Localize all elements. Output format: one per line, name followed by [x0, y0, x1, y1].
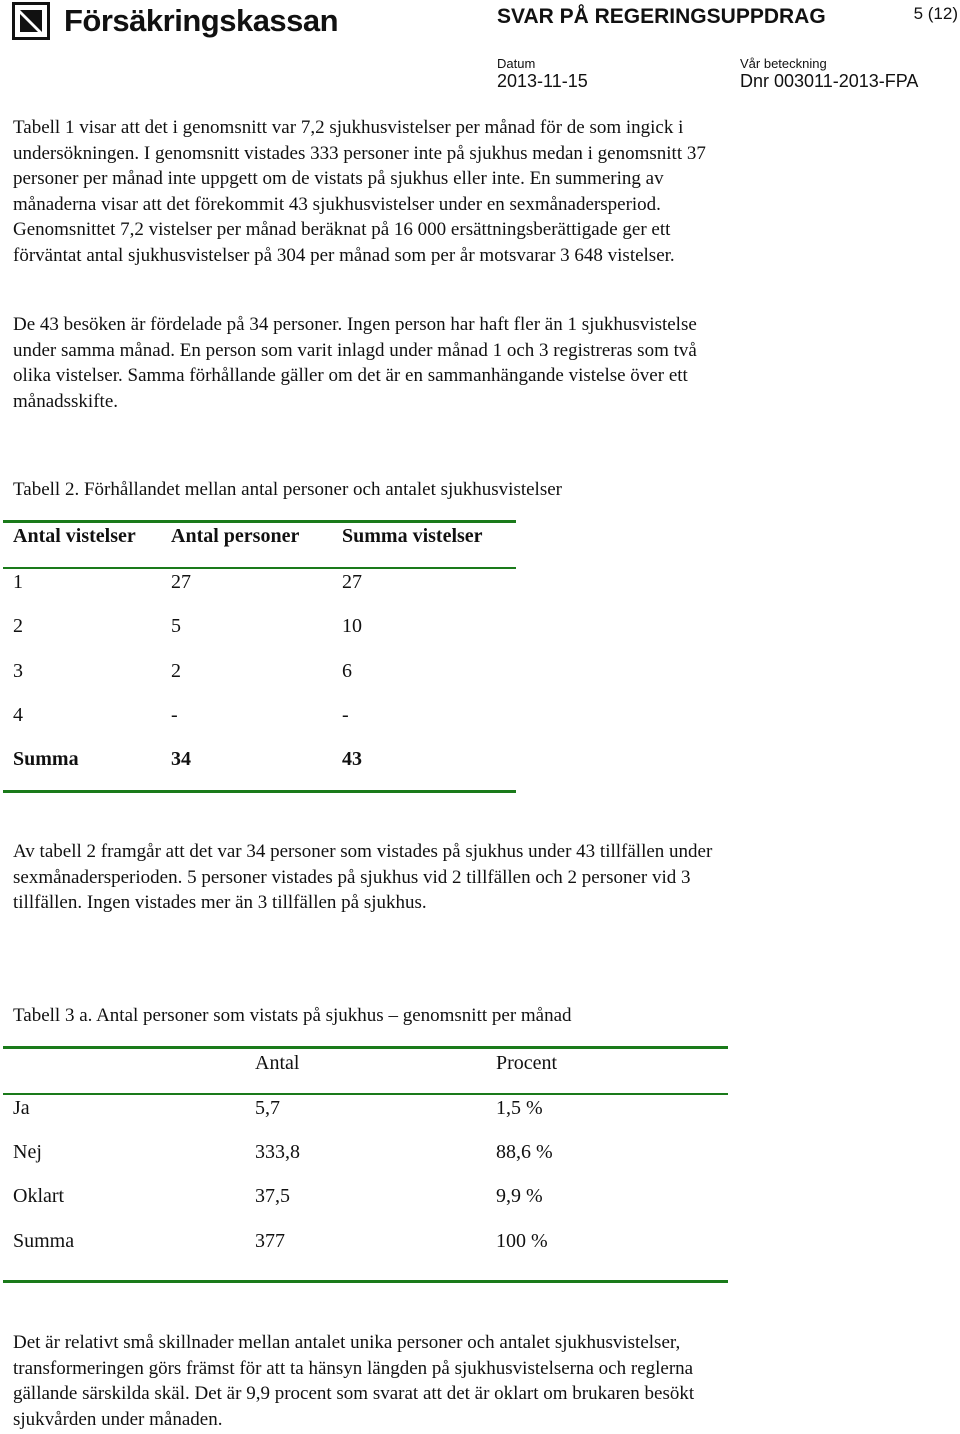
table-cell: Oklart: [13, 1185, 65, 1207]
table-cell: 6: [342, 660, 352, 682]
table3a-header-rule: [3, 1093, 728, 1095]
table-cell: 1: [13, 571, 23, 593]
table-cell: Ja: [13, 1097, 30, 1119]
table-cell: 43: [342, 748, 362, 770]
date-value: 2013-11-15: [497, 71, 588, 91]
table2-header-rule: [3, 567, 516, 569]
forsakringskassan-logo-icon: [12, 2, 50, 40]
reference-label: Vår beteckning: [740, 56, 827, 71]
table2-header-cell: Antal vistelser: [13, 525, 136, 547]
table3a-header-cell: Procent: [496, 1052, 558, 1074]
table2-top-rule: [3, 520, 516, 523]
table-cell: 27: [342, 571, 362, 593]
brand-logo: [12, 2, 338, 40]
table2-bottom-rule: [3, 790, 516, 793]
paragraph-3: Av tabell 2 framgår att det var 34 personer som vistades på sjukhus under 43 tillfällen under sexmånadersperioden. 5 personer vistades på sjukhus vid 2 tillfällen och 2 personer vid 3 tillfällen. Ingen vistades mer än 3 tillfällen på sjukhus.: [13, 841, 713, 913]
table-cell: 2: [13, 615, 23, 637]
table3a-caption: Tabell 3 a. Antal personer som vistats på sjukhus – genomsnitt per månad: [13, 1005, 572, 1026]
reference-value: Dnr 003011-2013-FPA: [740, 71, 919, 91]
table-cell: Summa: [13, 748, 79, 770]
date-label: Datum: [497, 56, 536, 71]
document-type: SVAR PÅ REGERINGSUPPDRAG: [497, 5, 826, 28]
table-cell: Nej: [13, 1141, 42, 1163]
table-cell: 5,7: [255, 1097, 280, 1119]
table-cell: 37,5: [255, 1185, 290, 1207]
table-cell: 27: [171, 571, 191, 593]
table-cell: 377: [255, 1230, 285, 1252]
page-number: 5 (12): [913, 4, 958, 23]
table-cell: 1,5 %: [496, 1097, 543, 1119]
table3a-header-cell: Antal: [255, 1052, 300, 1074]
table-cell: 5: [171, 615, 181, 637]
table2-header-cell: Antal personer: [171, 525, 300, 547]
table-cell: 10: [342, 615, 362, 637]
table3a-bottom-rule: [3, 1280, 728, 1283]
table-cell: 88,6 %: [496, 1141, 553, 1163]
table2-header-cell: Summa vistelser: [342, 525, 483, 547]
table-cell: 333,8: [255, 1141, 300, 1163]
table-cell: 34: [171, 748, 191, 770]
table-cell: -: [342, 704, 349, 726]
table-cell: 4: [13, 704, 23, 726]
table-cell: 3: [13, 660, 23, 682]
table2-caption: Tabell 2. Förhållandet mellan antal personer och antalet sjukhusvistelser: [13, 479, 562, 500]
table-cell: -: [171, 704, 178, 726]
table-cell: 100 %: [496, 1230, 548, 1252]
paragraph-1: Tabell 1 visar att det i genomsnitt var 7,2 sjukhusvistelser per månad för de som ingick i undersökningen. I genomsnitt vistades 333 personer inte på sjukhus medan i genomsnitt 37 personer per månad inte uppgett om de vistats på sjukhus eller inte. En summering av månaderna visar att det förekommit 43 sjukhusvistelser under en sexmånadersperiod. Genomsnittet 7,2 vistelser per månad beräknat på 16 000 ersättningsberättigade ger ett förväntat antal sjukhusvistelser på 304 per månad som per år motsvarar 3 648 vistelser.: [13, 117, 706, 266]
paragraph-2: De 43 besöken är fördelade på 34 personer. Ingen person har haft fler än 1 sjukhusvistelse under samma månad. En person som varit inlagd under månad 1 och 3 registreras som två olika vistelser. Samma förhållande gäller om det är en sammanhängande vistelse över ett månadsskifte.: [13, 314, 697, 412]
table-cell: 2: [171, 660, 181, 682]
table-cell: 9,9 %: [496, 1185, 543, 1207]
table3a-top-rule: [3, 1046, 728, 1049]
brand-name: Försäkringskassan: [64, 3, 339, 38]
table-cell: Summa: [13, 1230, 75, 1252]
paragraph-4: Det är relativt små skillnader mellan antalet unika personer och antalet sjukhusvistelser, transformeringen görs främst för att ta hänsyn längden på sjukhusvistelserna och reglerna gällande särskilda skäl. Det är 9,9 procent som svarat att det är oklart om brukaren besökt sjukvården under månaden.: [13, 1332, 695, 1430]
